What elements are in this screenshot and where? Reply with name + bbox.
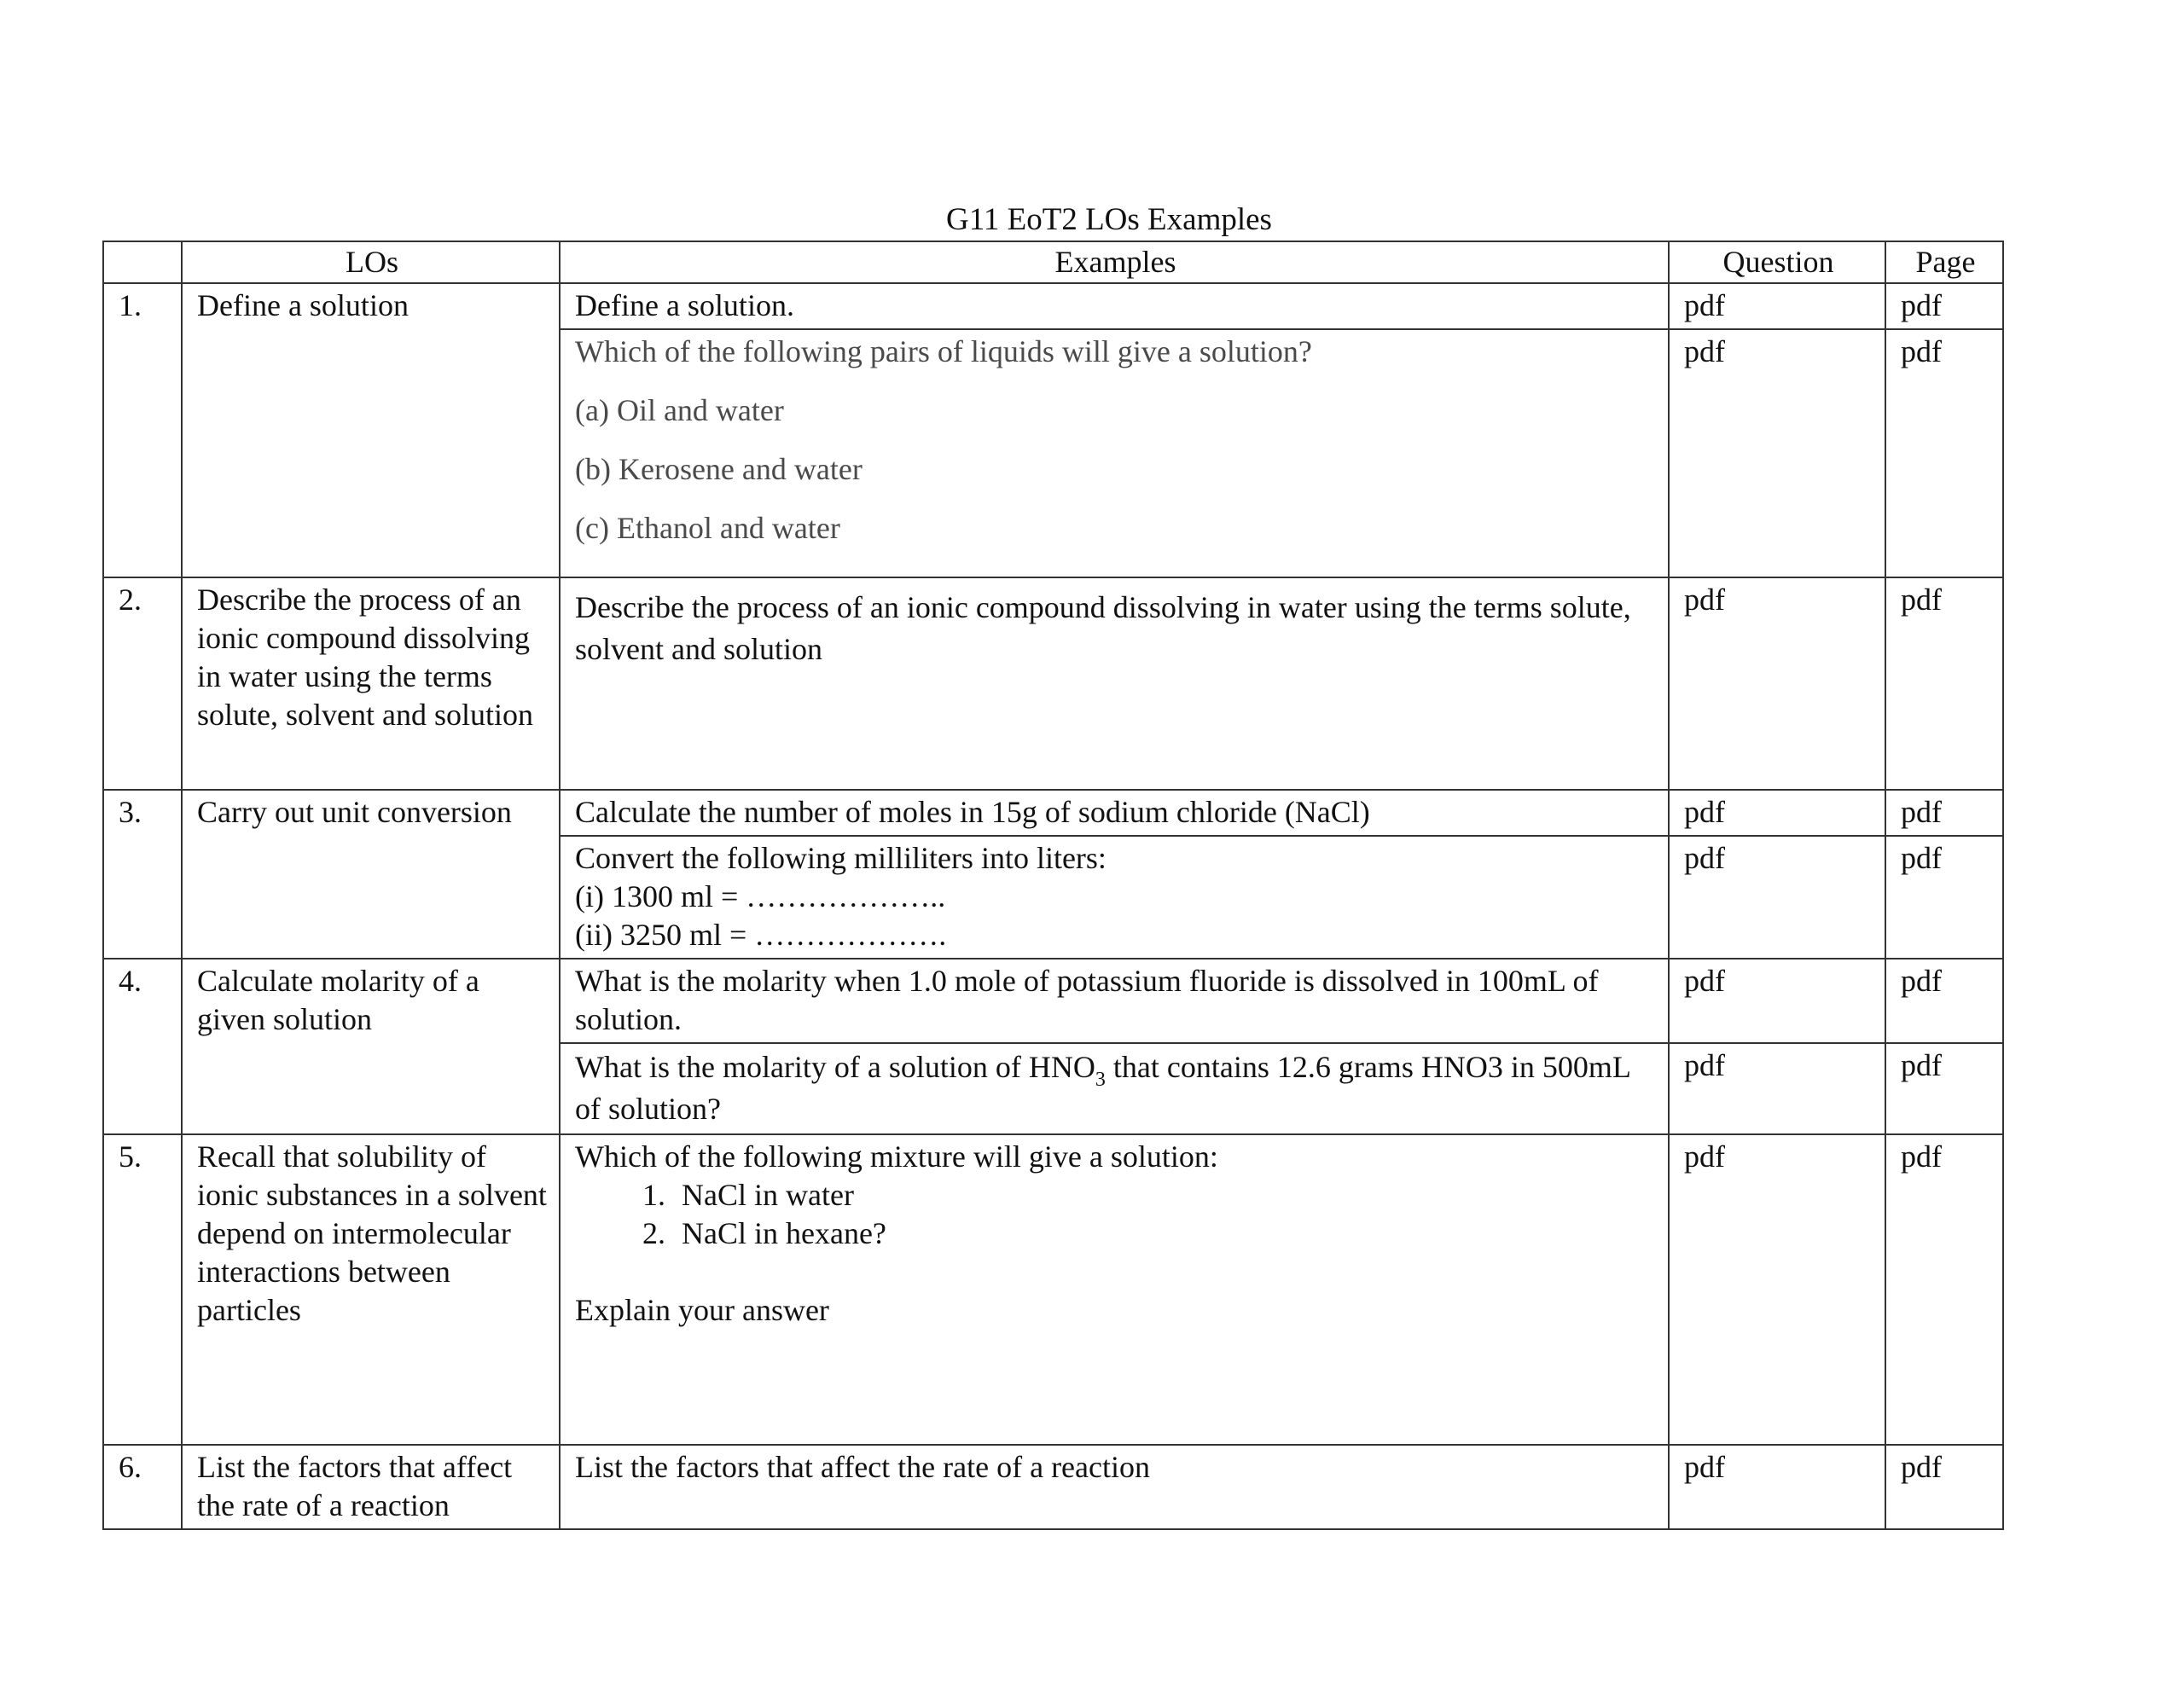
header-los: LOs	[182, 241, 560, 283]
question-link[interactable]: pdf	[1669, 790, 1885, 836]
row-number: 1.	[103, 283, 182, 577]
row-number: 6.	[103, 1445, 182, 1529]
header-question: Question	[1669, 241, 1885, 283]
page-link[interactable]: pdf	[1885, 836, 2003, 959]
learning-objectives-table	[102, 241, 2004, 1530]
page-link[interactable]: pdf	[1885, 283, 2003, 329]
example-list	[575, 1176, 1656, 1253]
page-link[interactable]: pdf	[1885, 1134, 2003, 1445]
example-text: What is the molarity of a solution of $HNO_3$ that contains 12.6 grams HNO3 in 500mL of solution?	[560, 1043, 1669, 1134]
learning-objective: Recall that solubility of ionic substances in a solvent depend on intermolecular interactions between particles	[182, 1134, 560, 1445]
question-link[interactable]: pdf	[1669, 329, 1885, 577]
table-header-row	[103, 241, 2003, 283]
example-text: Calculate the number of moles in 15g of sodium chloride (NaCl)	[560, 790, 1669, 836]
example-text: List the factors that affect the rate of a reaction	[560, 1445, 1669, 1529]
page-link[interactable]: pdf	[1885, 577, 2003, 790]
learning-objective: List the factors that affect the rate of a reaction	[182, 1445, 560, 1529]
table-row	[103, 283, 2003, 329]
question-link[interactable]: pdf	[1669, 959, 1885, 1043]
row-number: 5.	[103, 1134, 182, 1445]
question-link[interactable]: pdf	[1669, 836, 1885, 959]
list-item: 2. NaCl in hexane?	[673, 1215, 1656, 1253]
question-link[interactable]: pdf	[1669, 577, 1885, 790]
table-row	[103, 577, 2003, 790]
question-link[interactable]: pdf	[1669, 1043, 1885, 1134]
table-row	[103, 790, 2003, 836]
table-row	[103, 1445, 2003, 1529]
learning-objective: Carry out unit conversion	[182, 790, 560, 959]
row-number: 2.	[103, 577, 182, 790]
learning-objective: Define a solution	[182, 283, 560, 577]
page-link[interactable]: pdf	[1885, 959, 2003, 1043]
table-row	[103, 1134, 2003, 1445]
page-link[interactable]: pdf	[1885, 790, 2003, 836]
example-text: Convert the following milliliters into liters: (i) 1300 ml = ……………….. (ii) 3250 ml = ……………….	[560, 836, 1669, 959]
subscript: 3	[1095, 1069, 1106, 1091]
row-number: 3.	[103, 790, 182, 959]
question-link[interactable]: pdf	[1669, 1134, 1885, 1445]
page-link[interactable]: pdf	[1885, 329, 2003, 577]
document-title: G11 EoT2 LOs Examples	[946, 202, 1272, 237]
example-text: Which of the following mixture will give a solution: 1. NaCl in water 2. NaCl in hexane? Explain your answer	[560, 1134, 1669, 1445]
header-examples: Examples	[560, 241, 1669, 283]
example-text: Which of the following pairs of liquids will give a solution? (a) Oil and water (b) Kerosene and water (c) Ethanol and water	[560, 329, 1669, 577]
page-link[interactable]: pdf	[1885, 1445, 2003, 1529]
example-text: Define a solution.	[560, 283, 1669, 329]
row-number: 4.	[103, 959, 182, 1134]
page-link[interactable]: pdf	[1885, 1043, 2003, 1134]
list-item: 1. NaCl in water	[673, 1176, 1656, 1215]
learning-objective: Describe the process of an ionic compound dissolving in water using the terms solute, solvent and solution	[182, 577, 560, 790]
question-link[interactable]: pdf	[1669, 1445, 1885, 1529]
learning-objective: Calculate molarity of a given solution	[182, 959, 560, 1134]
header-number	[103, 241, 182, 283]
table-row	[103, 959, 2003, 1043]
question-link[interactable]: pdf	[1669, 283, 1885, 329]
example-text: Describe the process of an ionic compound dissolving in water using the terms solute, solvent and solution	[560, 577, 1669, 790]
example-text: What is the molarity when 1.0 mole of potassium fluoride is dissolved in 100mL of solution.	[560, 959, 1669, 1043]
header-page: Page	[1885, 241, 2003, 283]
